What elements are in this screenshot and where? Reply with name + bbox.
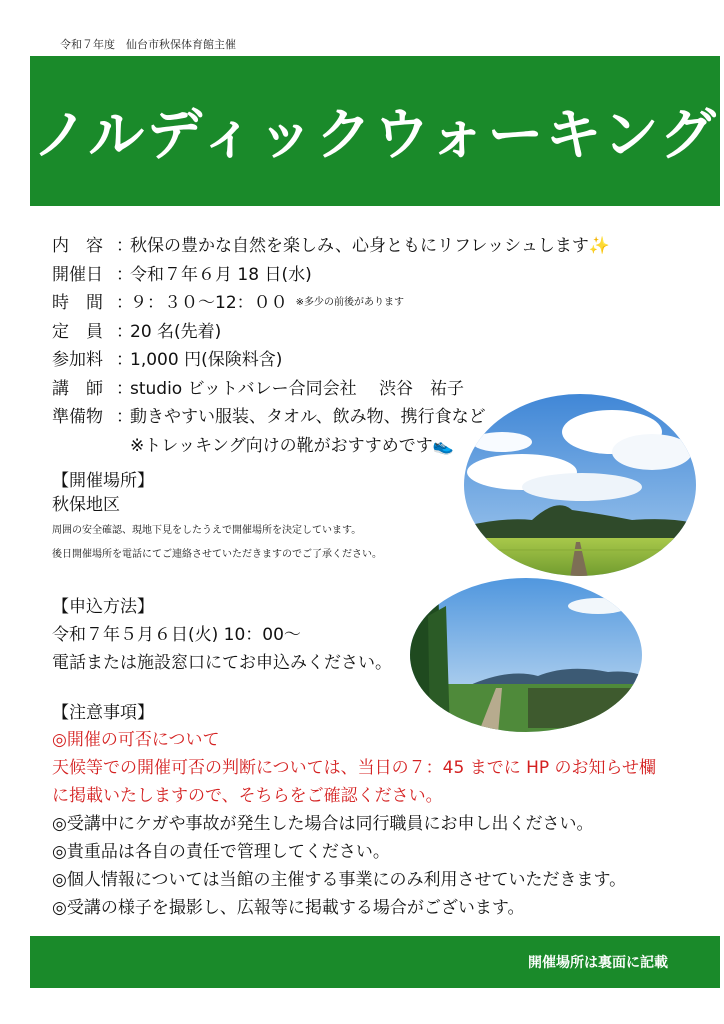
capacity-label: 定 員 xyxy=(52,321,103,342)
colon: ： xyxy=(116,378,133,399)
items-value: 動きやすい服装、タオル、飲み物、携行食など xyxy=(130,407,486,427)
page-title: ノルディックウォーキング xyxy=(32,103,718,168)
fee-label: 参加料 xyxy=(52,350,103,370)
apply-section xyxy=(52,592,392,677)
venue-note-1: 周囲の安全確認、現地下見をしたうえで開催場所を決定しています。 xyxy=(52,525,362,536)
footer-banner xyxy=(30,936,720,988)
landscape-photo-fields xyxy=(462,392,698,578)
info-row-capacity xyxy=(52,318,610,347)
notes-item-2: ◎貴重品は各自の責任で管理してください。 xyxy=(52,842,390,862)
sparkle-icon: ✨ xyxy=(588,236,611,256)
apply-line-2: 電話または施設窓口にてお申込みください。 xyxy=(52,653,392,673)
notes-red-title: ◎開催の可否について xyxy=(52,730,220,750)
landscape-photo-path xyxy=(408,576,644,734)
capacity-value: 20 名(先着) xyxy=(130,321,222,342)
date-label: 開催日 xyxy=(52,264,103,285)
instructor-label: 講 師 xyxy=(52,378,103,399)
footer-note: 開催場所は裏面に記載 xyxy=(528,955,668,971)
notes-red-line-2: に掲載いたしますので、そちらをご確認ください。 xyxy=(52,786,443,806)
notes-heading: 【注意事項】 xyxy=(52,703,154,723)
apply-line-1: 令和７年５月６日(火) 10：00～ xyxy=(52,625,301,645)
colon: ： xyxy=(116,293,133,313)
notes-item-4: ◎受講の様子を撮影し、広報等に掲載する場合がございます。 xyxy=(52,898,525,918)
items-note: ※トレッキング向けの靴がおすすめです xyxy=(130,435,433,456)
content-value: 秋保の豊かな自然を楽しみ、心身ともにリフレッシュします xyxy=(130,236,589,256)
venue-note-2: 後日開催場所を電話にてご連絡させていただきますのでご了承ください。 xyxy=(52,549,382,560)
info-row-content xyxy=(52,232,610,261)
colon: ： xyxy=(116,350,133,370)
instructor-value: studio ビットバレー合同会社 渋谷 祐子 xyxy=(130,378,464,399)
items-label: 準備物 xyxy=(52,407,103,427)
info-row-time xyxy=(52,289,610,318)
time-note: ※多少の前後があります xyxy=(295,297,405,308)
content-label: 内 容 xyxy=(52,236,103,256)
colon: ： xyxy=(116,264,133,285)
date-value: 令和７年６月 18 日(水) xyxy=(130,264,312,285)
info-row-date xyxy=(52,261,610,290)
time-label: 時 間 xyxy=(52,293,103,313)
organizer-note: 令和７年度 仙台市秋保体育館主催 xyxy=(60,38,236,51)
notes-item-3: ◎個人情報については当館の主催する事業にのみ利用させていただきます。 xyxy=(52,870,627,890)
notes-item-1: ◎受講中にケガや事故が発生した場合は同行職員にお申し出ください。 xyxy=(52,814,594,834)
colon: ： xyxy=(116,407,133,427)
venue-name: 秋保地区 xyxy=(52,495,120,515)
shoe-icon: 👟 xyxy=(432,435,454,456)
notes-red-line-1: 天候等での開催可否の判断については、当日の７：45 までに HP のお知らせ欄 xyxy=(52,758,657,778)
time-value: ９：３０～12：００ xyxy=(130,293,288,313)
venue-section xyxy=(52,466,382,567)
title-banner xyxy=(30,56,720,206)
apply-heading: 【申込方法】 xyxy=(52,597,154,617)
info-row-fee xyxy=(52,346,610,375)
colon: ： xyxy=(116,321,133,342)
colon: ： xyxy=(116,236,133,256)
fee-value: 1,000 円(保険料含) xyxy=(130,350,283,370)
venue-heading: 【開催場所】 xyxy=(52,471,154,491)
